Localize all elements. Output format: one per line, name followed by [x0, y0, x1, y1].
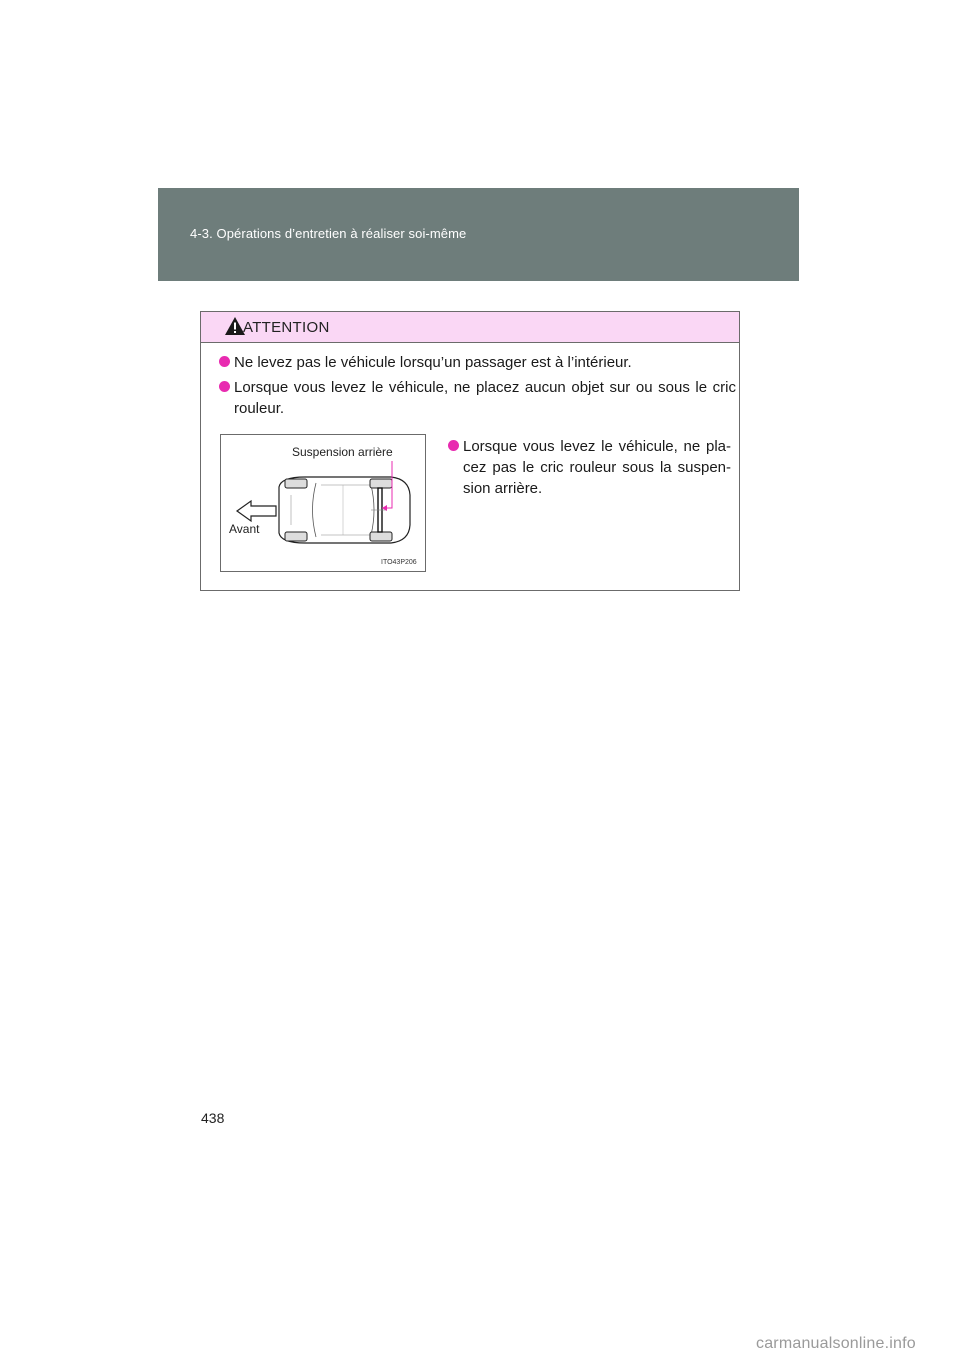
caution-label: ATTENTION: [243, 319, 330, 336]
caution-bullet-3: [463, 436, 731, 499]
caution-header: [201, 312, 739, 343]
section-header-band: [158, 188, 799, 281]
caution-bullet-2: [234, 377, 736, 419]
bullet-dot-icon: [448, 440, 459, 451]
front-label: Avant: [229, 522, 260, 536]
section-title: 4-3. Opérations d’entretien à réaliser soi-même: [190, 226, 467, 241]
caution-bullet-text: Lorsque vous levez le véhicule, ne pla-cez pas le cric rouleur sous la suspen-sion arrière.: [463, 438, 731, 497]
image-code: ITO43P206: [381, 559, 417, 566]
bullet-dot-icon: [219, 356, 230, 367]
bullet-dot-icon: [219, 381, 230, 392]
page-number: 438: [201, 1110, 225, 1126]
watermark: carmanualsonline.info: [756, 1335, 916, 1352]
caution-bullet-1: [234, 352, 734, 373]
vehicle-underside-diagram: [220, 434, 426, 572]
caution-bullet-text: Lorsque vous levez le véhicule, ne placez aucun objet sur ou sous le cric rouleur.: [234, 379, 736, 417]
rear-suspension-label: Suspension arrière: [292, 445, 393, 459]
caution-bullet-text: Ne levez pas le véhicule lorsqu’un passager est à l’intérieur.: [234, 354, 632, 371]
caution-box: [200, 311, 740, 591]
